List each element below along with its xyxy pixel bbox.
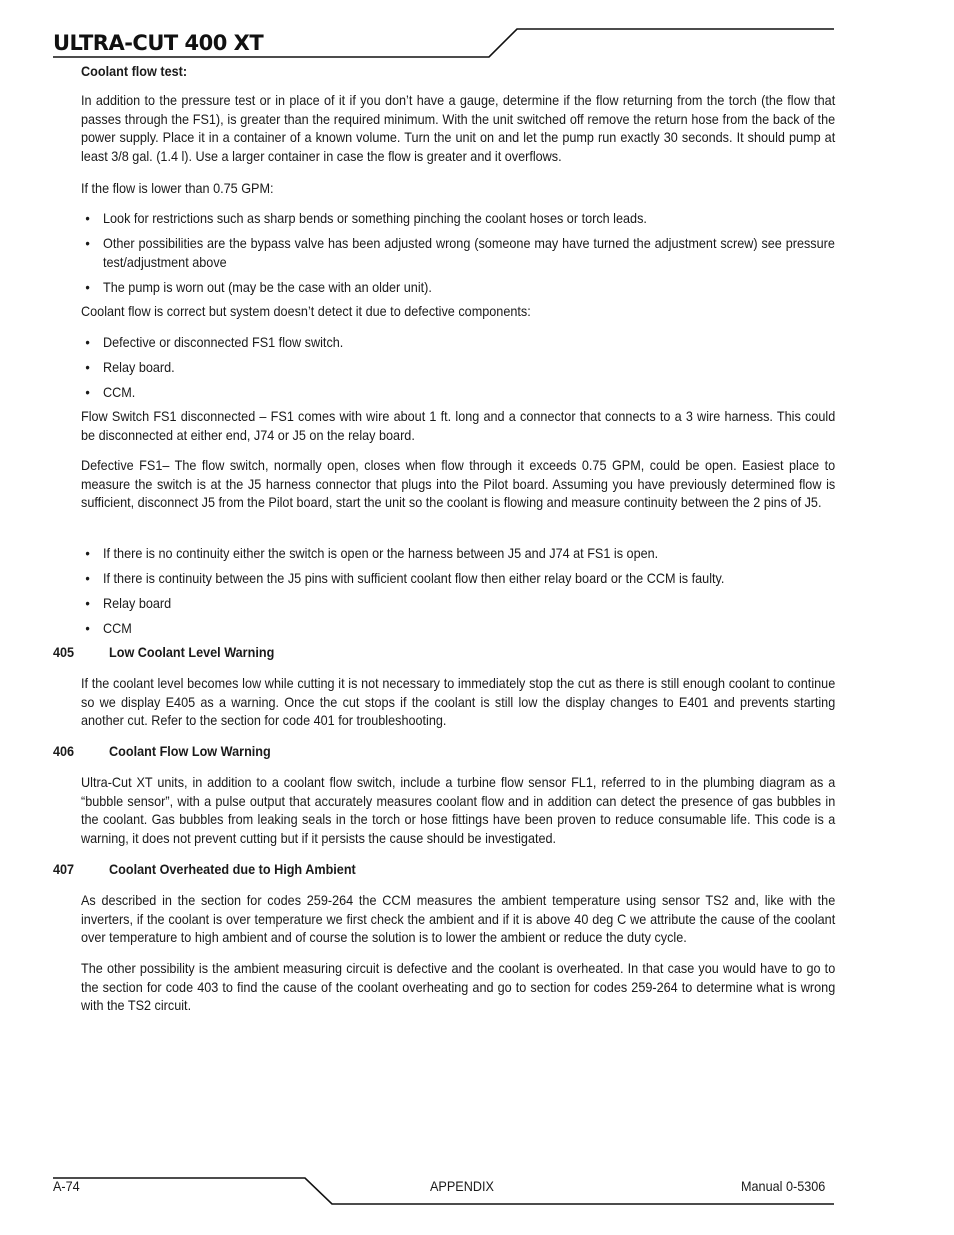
bullet-icon: • (85, 596, 90, 611)
section-number-405: 405 (53, 645, 75, 660)
list-item: • Relay board (103, 595, 835, 614)
paragraph: Defective FS1– The flow switch, normally open, closes when flow through it exceeds 0.75 GPM, could be open. Easiest place to measure the switch is at the J5 harness connector that plugs into the Pilot board. Assuming you have previously determined flow is sufficient, disconnect J5 from the Pilot board, start the unit so the coolant is flowing and measure continuity between the 2 pins of J5. (81, 458, 836, 511)
document-title: ULTRA-CUT 400 XT (53, 31, 264, 55)
bullet-icon: • (85, 236, 90, 251)
bullet-icon: • (85, 621, 90, 636)
bullet-icon: • (85, 571, 90, 586)
paragraph: Coolant flow is correct but system doesn’t detect it due to defective components: (81, 304, 531, 319)
list-item: • Look for restrictions such as sharp bends or something pinching the coolant hoses or torch leads. (103, 210, 835, 229)
paragraph: In addition to the pressure test or in place of it if you don’t have a gauge, determine if the flow returning from the torch (the flow that passes through the FS1), is greater than the required minimum. With the unit switched off remove the return hose from the back of the power supply. Place it in a container of a known volume. Turn the unit on and let the pump run exactly 30 seconds. It should pump at least 3/8 gal. (1.4 l). Use a larger container in case the flow is greater and it overflows. (81, 93, 836, 164)
paragraph: Ultra-Cut XT units, in addition to a coolant flow switch, include a turbine flow sensor FL1, referred to in the plumbing diagram as a “bubble sensor”, with a pulse output that accurately measures coolant flow and in addition can detect the presence of gas bubbles in the coolant. Gas bubbles from leaking seals in the torch or hose fittings have been proven to reduce consumable life. This code is a warning, it does not prevent cutting but if it persists the cause should be investigated. (81, 775, 836, 846)
list-item: • Defective or disconnected FS1 flow switch. (103, 334, 835, 353)
list-item: • The pump is worn out (may be the case with an older unit). (103, 279, 835, 298)
paragraph: Flow Switch FS1 disconnected – FS1 comes with wire about 1 ft. long and a connector that connects to a 3 wire harness. This could be disconnected at either end, J74 or J5 on the relay board. (81, 409, 836, 443)
section-title-405: Low Coolant Level Warning (109, 645, 275, 660)
paragraph: The other possibility is the ambient measuring circuit is defective and the coolant is overheated. In that case you would have to go to the section for code 403 to find the cause of the coolant overheating and go to section for codes 259-264 to determine what is wrong with the TS2 circuit. (81, 961, 836, 1014)
list-item: • Relay board. (103, 359, 835, 378)
bullet-icon: • (85, 546, 90, 561)
list-item: • Other possibilities are the bypass valve has been adjusted wrong (someone may have turned the adjustment screw) see pressure test/adjustment above (85, 236, 835, 270)
paragraph: If the coolant level becomes low while cutting it is not necessary to immediately stop the cut as there is still enough coolant to continue so we display E405 as a warning. Once the cut stops if the coolant is still low the display changes to E401 and prevents starting another cut. Refer to the section for code 401 for troubleshooting. (81, 676, 836, 729)
section-number-407: 407 (53, 862, 75, 877)
subheading-coolant-flow-test: Coolant flow test: (81, 64, 188, 79)
bullet-icon: • (85, 385, 90, 400)
footer-section-label: APPENDIX (430, 1179, 494, 1194)
list-item: • If there is continuity between the J5 pins with sufficient coolant flow then either relay board or the CCM is faulty. (103, 570, 835, 589)
footer-manual-number: Manual 0-5306 (741, 1179, 826, 1194)
paragraph: If the flow is lower than 0.75 GPM: (81, 181, 274, 196)
bullet-icon: • (85, 335, 90, 350)
section-title-406: Coolant Flow Low Warning (109, 744, 271, 759)
bullet-icon: • (85, 211, 90, 226)
list-item: • CCM. (103, 384, 835, 403)
paragraph: As described in the section for codes 259-264 the CCM measures the ambient temperature using sensor TS2 and, like with the inverters, if the coolant is over temperature we first check the ambient and if it is above 40 deg C we attribute the cause of the coolant over temperature to high ambient and of course the solution is to lower the ambient or reduce the duty cycle. (81, 893, 836, 946)
list-item: • If there is no continuity either the switch is open or the harness between J5 and J74 at FS1 is open. (103, 545, 835, 564)
section-number-406: 406 (53, 744, 75, 759)
footer-page-number: A-74 (53, 1179, 80, 1194)
bullet-icon: • (85, 360, 90, 375)
bullet-icon: • (85, 280, 90, 295)
list-item: • CCM (103, 620, 835, 639)
section-title-407: Coolant Overheated due to High Ambient (109, 862, 356, 877)
